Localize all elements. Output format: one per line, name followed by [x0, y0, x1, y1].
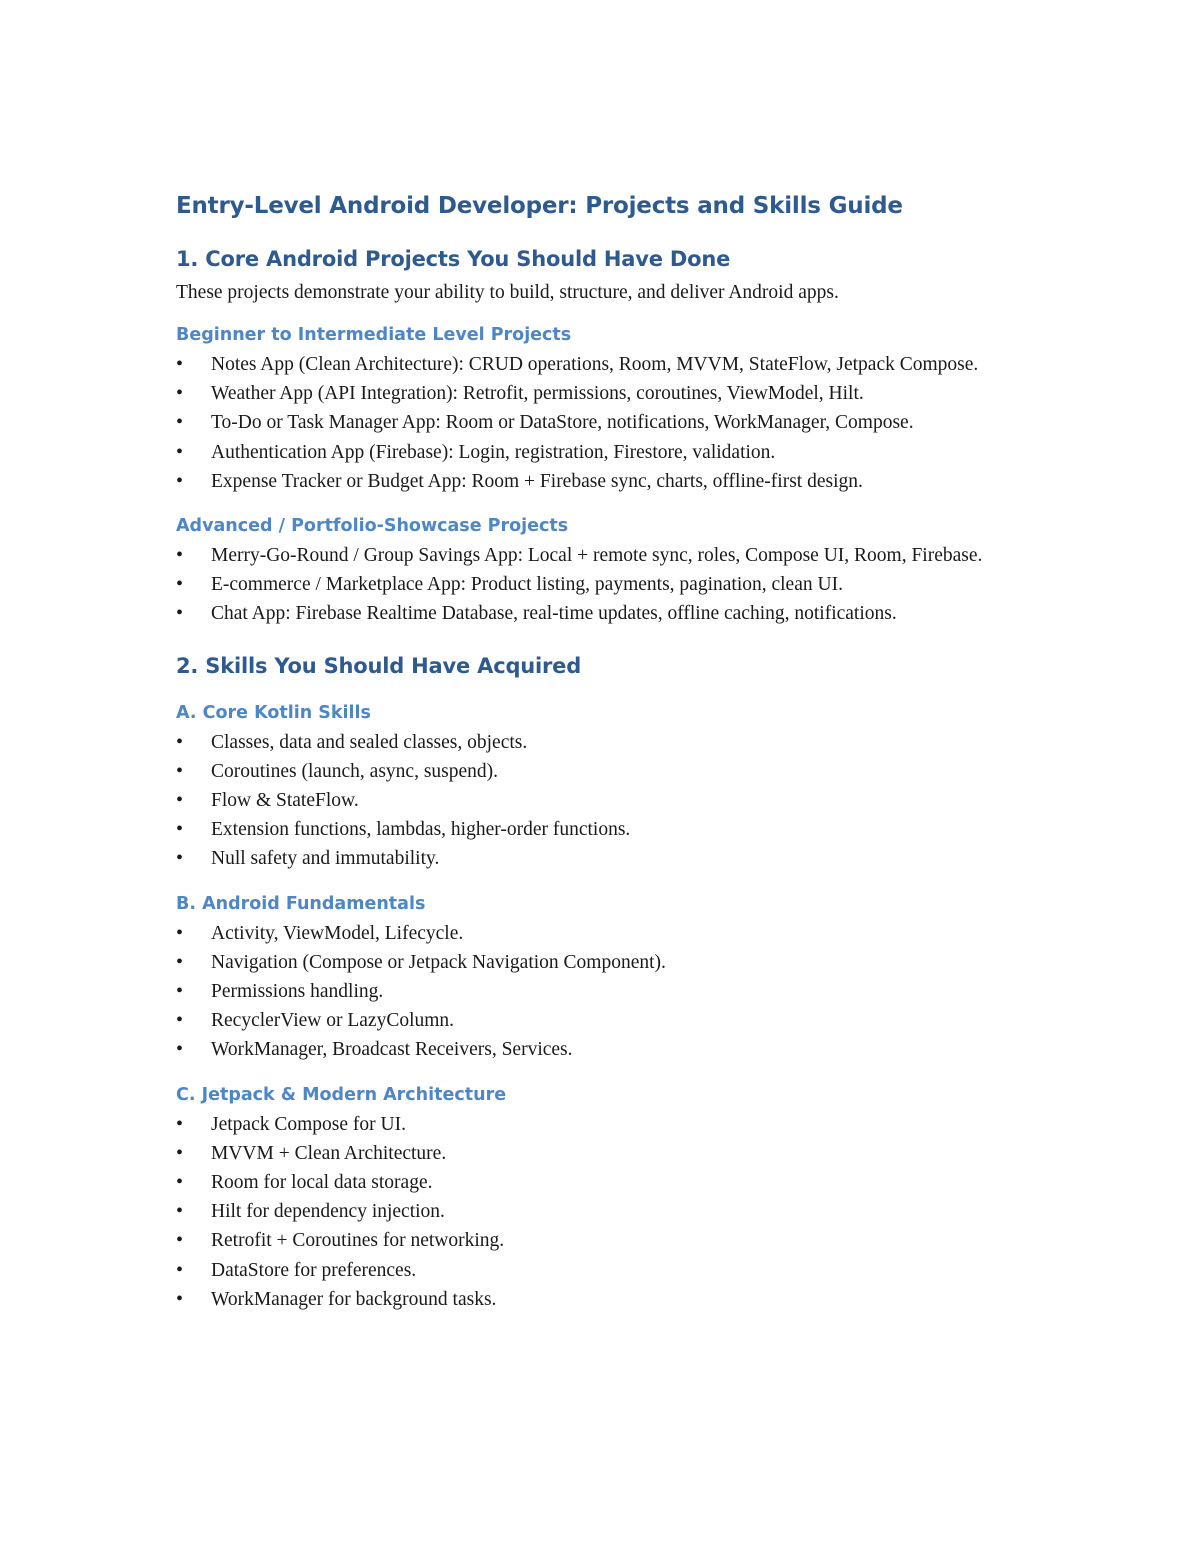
list-item: • Hilt for dependency injection.	[176, 1197, 1056, 1226]
list-item: • Merry-Go-Round / Group Savings App: Local + remote sync, roles, Compose UI, Room, Firebase.	[176, 541, 1056, 570]
list-item: • Activity, ViewModel, Lifecycle.	[176, 919, 1056, 948]
list-item: • Flow & StateFlow.	[176, 786, 1056, 815]
subheading-beginner-projects: Beginner to Intermediate Level Projects	[176, 325, 572, 345]
subheading-kotlin-skills: A. Core Kotlin Skills	[176, 702, 371, 723]
list-item: • Permissions handling.	[176, 977, 1056, 1006]
document-title: Entry-Level Android Developer: Projects and Skills Guide	[176, 193, 903, 219]
subheading-android-fundamentals: B. Android Fundamentals	[176, 893, 426, 914]
jetpack-architecture-list	[176, 1110, 1056, 1314]
beginner-projects-list	[176, 350, 1056, 496]
list-item: • Extension functions, lambdas, higher-order functions.	[176, 815, 1056, 844]
section-intro-projects: These projects demonstrate your ability to build, structure, and deliver Android apps.	[176, 282, 839, 303]
advanced-projects-list	[176, 541, 1056, 629]
list-item: • WorkManager for background tasks.	[176, 1285, 1056, 1314]
list-item: • Expense Tracker or Budget App: Room + Firebase sync, charts, offline-first design.	[176, 467, 1056, 496]
document-page	[176, 190, 1056, 1314]
list-item: • Authentication App (Firebase): Login, registration, Firestore, validation.	[176, 438, 1056, 467]
list-item: • Navigation (Compose or Jetpack Navigation Component).	[176, 948, 1056, 977]
list-item: • Null safety and immutability.	[176, 844, 1056, 873]
list-item: • Coroutines (launch, async, suspend).	[176, 757, 1056, 786]
list-item: • WorkManager, Broadcast Receivers, Services.	[176, 1035, 1056, 1064]
list-item: • Classes, data and sealed classes, objects.	[176, 728, 1056, 757]
list-item: • Jetpack Compose for UI.	[176, 1110, 1056, 1139]
list-item: • E-commerce / Marketplace App: Product listing, payments, pagination, clean UI.	[176, 570, 1056, 599]
list-item: • Chat App: Firebase Realtime Database, real-time updates, offline caching, notifications.	[176, 599, 1056, 628]
subheading-jetpack-architecture: C. Jetpack & Modern Architecture	[176, 1084, 507, 1105]
list-item: • Weather App (API Integration): Retrofit, permissions, coroutines, ViewModel, Hilt.	[176, 379, 1056, 408]
list-item: • Retrofit + Coroutines for networking.	[176, 1226, 1056, 1255]
android-fundamentals-list	[176, 919, 1056, 1065]
list-item: • DataStore for preferences.	[176, 1256, 1056, 1285]
list-item: • To-Do or Task Manager App: Room or DataStore, notifications, WorkManager, Compose.	[176, 408, 1056, 437]
section-heading-projects: 1. Core Android Projects You Should Have Done	[176, 247, 731, 271]
section-heading-skills: 2. Skills You Should Have Acquired	[176, 653, 582, 678]
list-item: • Room for local data storage.	[176, 1168, 1056, 1197]
kotlin-skills-list	[176, 728, 1056, 874]
list-item: • RecyclerView or LazyColumn.	[176, 1006, 1056, 1035]
list-item: • Notes App (Clean Architecture): CRUD operations, Room, MVVM, StateFlow, Jetpack Compose.	[176, 350, 1056, 379]
subheading-advanced-projects: Advanced / Portfolio-Showcase Projects	[176, 516, 569, 537]
list-item: • MVVM + Clean Architecture.	[176, 1139, 1056, 1168]
